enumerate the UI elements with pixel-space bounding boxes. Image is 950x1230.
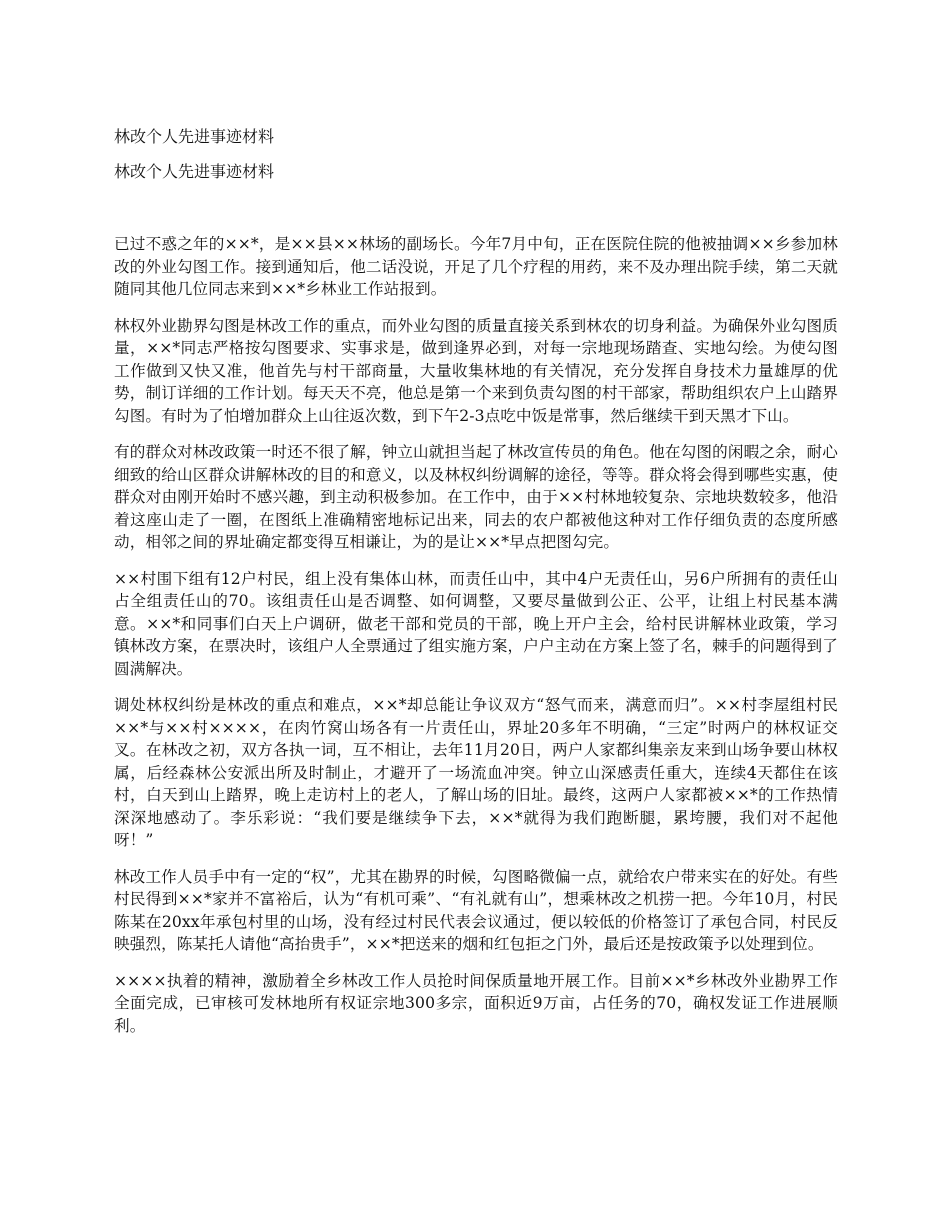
document-body — [114, 233, 838, 1051]
paragraph-5: 调处林权纠纷是林改的重点和难点，××*却总能让争议双方“怒气而来，满意而归”。××村李屋组村民××*与××村××××，在肉竹窝山场各有一片责任山，界址20多年不明确，“三定”时两户的林权证交叉。在林改之初，双方各执一词，互不相让，去年11月20日，两户人家都纠集亲友来到山场争要山林权属，后经森林公安派出所及时制止，才避开了一场流血冲突。钟立山深感责任重大，连续4天都住在该村，白天到山上踏界，晚上走访村上的老人，了解山场的旧址。最终，这两户人家都被××*的工作热情深深地感动了。李乐彩说：“我们要是继续争下去，××*就得为我们跑断腿，累垮腰，我们对不起他呀！” — [114, 696, 838, 849]
paragraph-2: 林权外业勘界勾图是林改工作的重点，而外业勾图的质量直接关系到林农的切身利益。为确保外业勾图质量，××*同志严格按勾图要求、实事求是，做到逢界必到，对每一宗地现场踏查、实地勾绘。为使勾图工作做到又快又准，他首先与村干部商量，大量收集林地的有关情况，充分发挥自身技术力量雄厚的优势，制订详细的工作计划。每天天不亮，他总是第一个来到负责勾图的村干部家，帮助组织农户上山踏界勾图。有时为了怕增加群众上山往返次数，到下午2-3点吃中饭是常事，然后继续干到天黑才下山。 — [114, 316, 838, 425]
paragraph-4: ××村围下组有12户村民，组上没有集体山林，而责任山中，其中4户无责任山，另6户所拥有的责任山占全组责任山的70。该组责任山是否调整、如何调整，又要尽量做到公正、公平，让组上村民基本满意。××*和同事们白天上户调研，做老干部和党员的干部，晚上开户主会，给村民讲解林业政策，学习镇林改方案，在票决时，该组户人全票通过了组实施方案，户户主动在方案上签了名，棘手的问题得到了圆满解决。 — [114, 569, 838, 678]
paragraph-6: 林改工作人员手中有一定的“权”，尤其在勘界的时候，勾图略微偏一点，就给农户带来实在的好处。有些村民得到××*家并不富裕后，认为“有机可乘”、“有礼就有山”，想乘林改之机捞一把。今年10月，村民陈某在20xx年承包村里的山场，没有经过村民代表会议通过，便以较低的价格签订了承包合同，村民反映强烈，陈某托人请他“高抬贵手”，××*把送来的烟和红包拒之门外，最后还是按政策予以处理到位。 — [114, 867, 838, 953]
document-title: 林改个人先进事迹材料 — [114, 127, 275, 146]
document-subtitle: 林改个人先进事迹材料 — [114, 162, 275, 181]
paragraph-3: 有的群众对林改政策一时还不很了解，钟立山就担当起了林改宣传员的角色。他在勾图的闲暇之余，耐心细致的给山区群众讲解林改的目的和意义，以及林权纠纷调解的途径，等等。群众将会得到哪些实惠，使群众对由刚开始时不感兴趣，到主动积极参加。在工作中，由于××村林地较复杂、宗地块数较多，他沿着这座山走了一圈，在图纸上准确精密地标记出来，同去的农户都被他这种对工作仔细负责的态度所感动，相邻之间的界址确定都变得互相谦让，为的是让××*早点把图勾完。 — [114, 443, 838, 551]
paragraph-1: 已过不惑之年的××*，是××县××林场的副场长。今年7月中旬，正在医院住院的他被抽调××乡参加林改的外业勾图工作。接到通知后，他二话没说，开足了几个疗程的用药，来不及办理出院手续，第二天就随同其他几位同志来到××*乡林业工作站报到。 — [114, 235, 838, 298]
paragraph-7: ××××执着的精神，激励着全乡林改工作人员抢时间保质量地开展工作。目前××*乡林改外业勘界工作全面完成，已审核可发林地所有权证宗地300多宗，面积近9万亩，占任务的70，确权发证工作进展顺利。 — [114, 971, 838, 1035]
